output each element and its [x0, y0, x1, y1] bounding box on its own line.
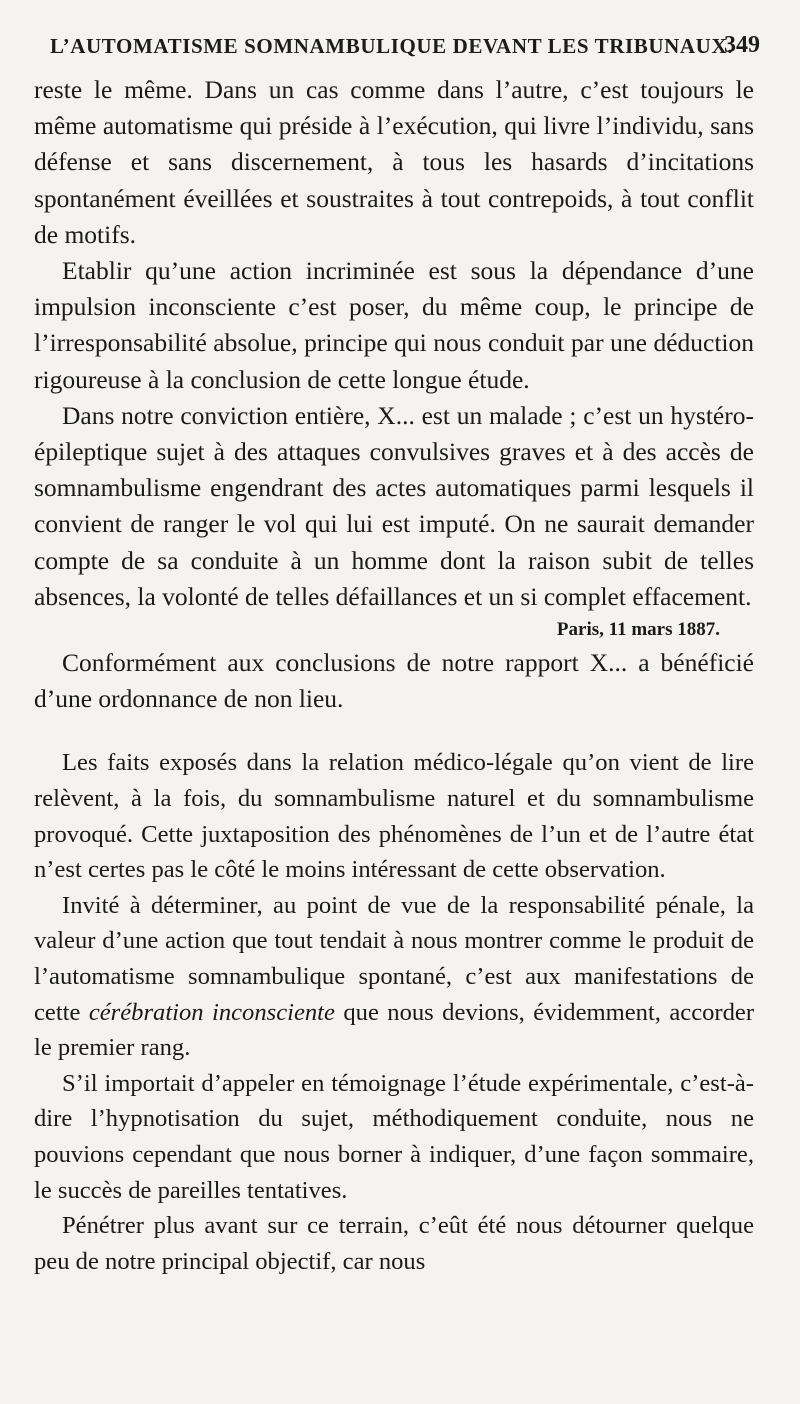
paragraph-7: S’il importait d’appeler en témoignage l’étude expérimentale, c’est-à-dire l’hypnotisation du sujet, méthodiquement conduite, nous ne pouvions cependant que nous borner à indiquer, d’une façon sommaire, le succès de pareilles tentatives. — [34, 1069, 754, 1204]
paragraph-6-start: Invité à déterminer, au point de vue de la responsabilité pénale, la valeur d’une action que tout tendait à nous montrer comme le produit de l’automatisme somnambulique spontané, c’est aux manifestations de cette — [34, 891, 754, 1026]
paragraph-3: Dans notre conviction entière, X... est un malade ; c’est un hystéro-épileptique sujet à des attaques convulsives graves et à des accès de somnambulisme engendrant des actes automatiques parmi lesquels il convient de ranger le vol qui lui est imputé. On ne saurait demander compte de sa conduite à un homme dont la raison subit de telles absences, la volonté de telles défaillances et un si complet effacement. — [34, 400, 754, 611]
running-title: L’AUTOMATISME SOMNAMBULIQUE DEVANT LES TRIBUNAUX. — [50, 34, 734, 58]
italic-term: cérébration inconsciente — [88, 998, 335, 1026]
paragraph-6 — [34, 888, 754, 1066]
page-number: 349 — [724, 32, 760, 58]
commentary-section — [34, 745, 754, 1279]
body-text — [34, 72, 754, 1279]
paragraph-5: Les faits exposés dans la relation médico-légale qu’on vient de lire relèvent, à la fois, du somnambulisme naturel et du somnambulisme provoqué. Cette juxtaposition des phénomènes de l’un et de l’autre état n’est certes pas le côté le moins intéressant de cette observation. — [34, 749, 754, 884]
paragraph-4: Conformément aux conclusions de notre rapport X... a bénéficié d’une ordonnance de non lieu. — [34, 648, 754, 714]
paragraph-8: Pénétrer plus avant sur ce terrain, c’eût été nous détourner quelque peu de notre principal objectif, car nous — [34, 1212, 754, 1275]
paragraph-1: reste le même. Dans un cas comme dans l’autre, c’est toujours le même automatisme qui préside à l’exécution, qui livre l’individu, sans défense et sans discernement, à tous les hasards d’incitations spontanément éveillées et soustraites à tout contrepoids, à tout conflit de motifs. — [34, 75, 754, 249]
paragraph-2: Etablir qu’une action incriminée est sous la dépendance d’une impulsion inconsciente c’est poser, du même coup, le principe de l’irresponsabilité absolue, principe qui nous conduit par une déduction rigoureuse à la conclusion de cette longue étude. — [34, 256, 754, 394]
page-header — [50, 34, 760, 64]
paragraph-6-end: que nous devions, évidemment, accorder le premier rang. — [34, 998, 755, 1062]
section-spacer — [34, 717, 754, 745]
date-signature: Paris, 11 mars 1887. — [556, 619, 720, 641]
